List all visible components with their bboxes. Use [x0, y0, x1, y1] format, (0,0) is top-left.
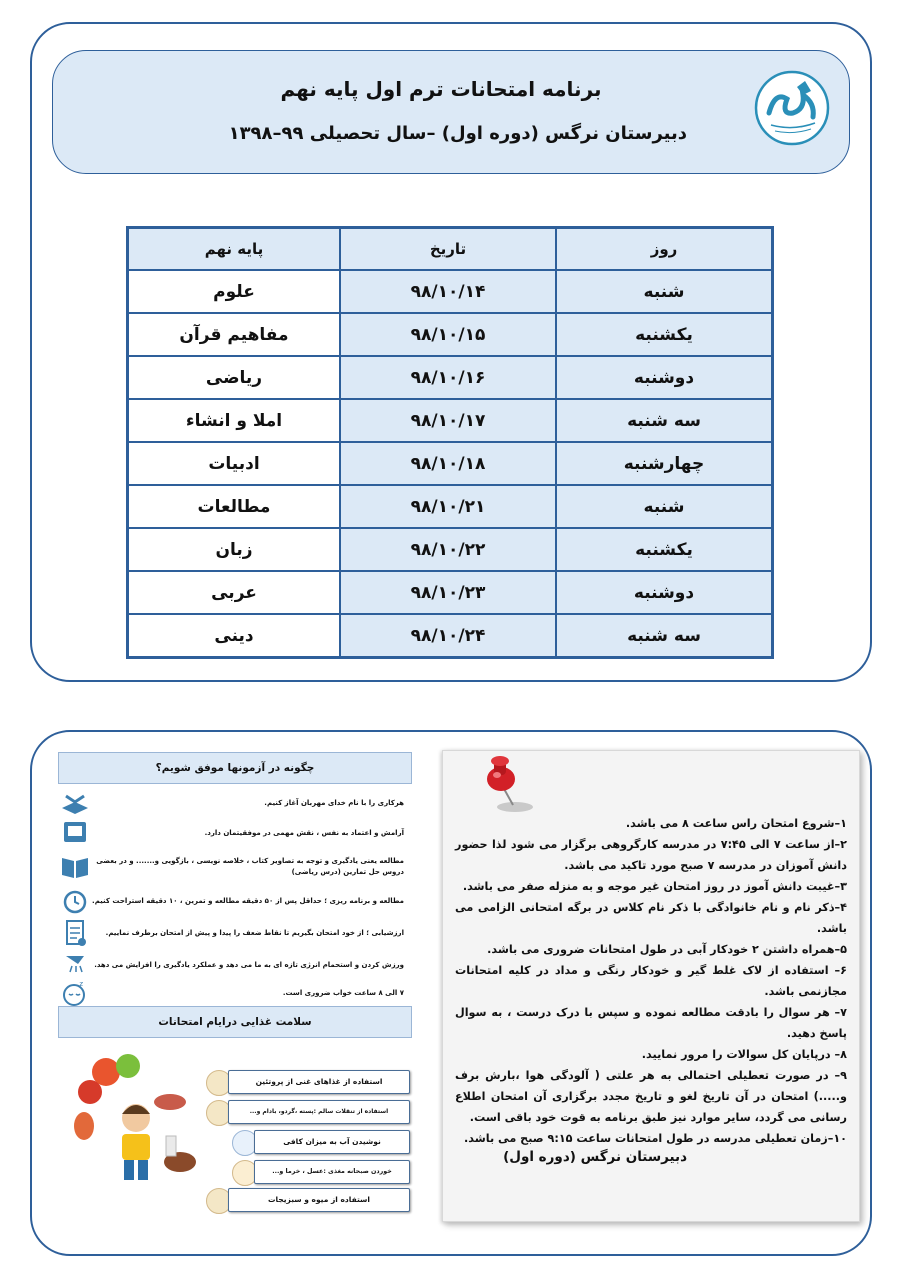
page-title: برنامه امتحانات ترم اول پایه نهم [280, 77, 602, 101]
rule-item: ۷– هر سوال را بادقت مطالعه نموده و سپس با درک درست ، به سوال پاسخ دهید. [455, 1006, 847, 1040]
subject-cell: عربی [128, 571, 341, 614]
rules-and-tips-panel [30, 730, 872, 1256]
nutrition-item: استفاده از تنقلات سالم :پسته ،گردو، بادام و... [228, 1100, 410, 1124]
date-cell: ۹۸/۱۰/۱۶ [340, 356, 556, 399]
nutrition-item: استفاده از غذاهای غنی از پروتئین [228, 1070, 410, 1094]
shower-icon [58, 950, 92, 980]
tip-item [58, 886, 410, 916]
header-box [52, 50, 850, 174]
note-signature: دبیرستان نرگس (دوره اول) [503, 1149, 687, 1165]
alarm-clock-icon [58, 886, 92, 916]
rule-item: ۸– درپایان کل سوالات را مرور نمایید. [641, 1048, 847, 1061]
book-icon [58, 852, 92, 882]
tip-text: مطالعه و برنامه ریزی ؛ حداقل پس از ۵۰ دقیقه مطالعه و تمرین ، ۱۰ دقیقه استراحت کنیم. [92, 896, 404, 905]
checklist-icon [58, 918, 92, 948]
exam-tips-infographic [58, 752, 410, 1204]
day-cell: شنبه [556, 270, 773, 313]
tip-text: ارزشیابی ؛ از خود امتحان بگیریم تا نقاط ضعف را پیدا و پیش از امتحان برطرف نماییم. [105, 928, 404, 937]
nutrition-item: نوشیدن آب به میزان کافی [254, 1130, 410, 1154]
subject-cell: زبان [128, 528, 341, 571]
nutrition-item: استفاده از میوه و سبزیجات [228, 1188, 410, 1212]
date-cell: ۹۸/۱۰/۱۴ [340, 270, 556, 313]
nutrition-title: سلامت غذایی درایام امتحانات [58, 1006, 412, 1038]
table-row [128, 356, 773, 399]
tip-item [58, 788, 410, 818]
table-row [128, 270, 773, 313]
tip-item [58, 818, 410, 848]
date-cell: ۹۸/۱۰/۲۲ [340, 528, 556, 571]
date-cell: ۹۸/۱۰/۲۴ [340, 614, 556, 658]
table-row [128, 313, 773, 356]
rule-item: ۹– در صورت تعطیلی احتمالی به هر علتی ( آلودگی هوا ،بارش برف و.....) امتحان در آن تاریخ لغو و تاریخ مجدد برگزاری آن امتحان اطلاع رسانی می گردد، سایر موارد نیز طبق برنامه به قوت خود باقی است. [455, 1069, 847, 1124]
infographic-title: چگونه در آزمونها موفق شویم؟ [58, 752, 412, 784]
exam-schedule-panel [30, 22, 872, 682]
rule-item: ۱–شروع امتحان راس ساعت ۸ می باشد. [625, 817, 847, 830]
tip-item [58, 950, 410, 980]
subject-cell: دینی [128, 614, 341, 658]
table-header-row [128, 228, 773, 271]
rule-item: ۵–همراه داشتن ۲ خودکار آبی در طول امتحانات ضروری می باشد. [487, 943, 847, 956]
date-cell: ۹۸/۱۰/۱۷ [340, 399, 556, 442]
rule-item: ۲–از ساعت ۷ الی ۷:۴۵ در مدرسه کارگروهی برگزار می شود لذا حضور دانش آموزان در مدرسه ۷ صبح مورد تاکید می باشد. [455, 838, 847, 872]
tip-item [58, 918, 410, 948]
column-header-day: روز [556, 228, 773, 271]
subject-cell: مفاهیم قرآن [128, 313, 341, 356]
tip-text: ورزش کردن و استحمام انرژی تازه ای به ما می دهد و عملکرد یادگیری را افزایش می دهد. [94, 960, 404, 969]
rule-item: ۳–غیبت دانش آموز در روز امتحان غیر موجه و به منزله صفر می باشد. [462, 880, 847, 893]
day-cell: چهارشنبه [556, 442, 773, 485]
day-cell: سه شنبه [556, 399, 773, 442]
table-row [128, 614, 773, 658]
page-subtitle: دبیرستان نرگس (دوره اول) –سال تحصیلی ۹۹–۱۳۹۸ [228, 123, 687, 144]
table-row [128, 442, 773, 485]
day-cell: شنبه [556, 485, 773, 528]
push-pin-icon [481, 753, 541, 817]
tip-text: مطالعه یعنی یادگیری و توجه به تصاویر کتاب ، خلاصه نویسی ، بازگویی و....... و در بعضی دروس حل تمارین (درس ریاضی) [96, 857, 404, 876]
confidence-board-icon [58, 818, 92, 848]
column-header-subject: پایه نهم [128, 228, 341, 271]
table-row [128, 399, 773, 442]
rule-item: ۴–ذکر نام و نام خانوادگی با ذکر نام کلاس در برگه امتحانی الزامی می باشد. [455, 901, 847, 935]
svg-text:z: z [79, 980, 83, 988]
date-cell: ۹۸/۱۰/۱۵ [340, 313, 556, 356]
day-cell: یکشنبه [556, 313, 773, 356]
sleeping-face-icon [58, 978, 92, 1008]
tip-text: هرکاری را با نام خدای مهربان آغاز کنیم. [264, 798, 404, 807]
table-row [128, 485, 773, 528]
narges-logo-icon [753, 69, 831, 147]
tip-item [58, 978, 410, 1008]
day-cell: سه شنبه [556, 614, 773, 658]
date-cell: ۹۸/۱۰/۲۱ [340, 485, 556, 528]
day-cell: دوشنبه [556, 571, 773, 614]
subject-cell: املا و انشاء [128, 399, 341, 442]
tip-text: آرامش و اعتماد به نفس ، نقش مهمی در موفقیتمان دارد. [204, 828, 404, 837]
subject-cell: ادبیات [128, 442, 341, 485]
subject-cell: مطالعات [128, 485, 341, 528]
date-cell: ۹۸/۱۰/۱۸ [340, 442, 556, 485]
child-with-food-illustration [70, 1052, 210, 1190]
rule-item: ۱۰–زمان تعطیلی مدرسه در طول امتحانات ساعت ۹:۱۵ صبح می باشد. [464, 1132, 847, 1145]
rules-list [455, 813, 847, 1149]
rule-item: ۶– استفاده از لاک غلط گیر و خودکار رنگی و مداد در کلیه امتحانات مجازنمی باشد. [455, 964, 847, 998]
date-cell: ۹۸/۱۰/۲۳ [340, 571, 556, 614]
subject-cell: علوم [128, 270, 341, 313]
day-cell: یکشنبه [556, 528, 773, 571]
column-header-date: تاریخ [340, 228, 556, 271]
nutrition-item: خوردن صبحانه مغذی :عسل ، خرما و... [254, 1160, 410, 1184]
day-cell: دوشنبه [556, 356, 773, 399]
quran-icon [58, 788, 92, 818]
rules-note [442, 750, 860, 1222]
tip-text: ۷ الی ۸ ساعت خواب ضروری است. [282, 988, 404, 997]
tip-item [58, 848, 410, 886]
exam-schedule-table [126, 226, 774, 659]
table-row [128, 528, 773, 571]
table-row [128, 571, 773, 614]
subject-cell: ریاضی [128, 356, 341, 399]
